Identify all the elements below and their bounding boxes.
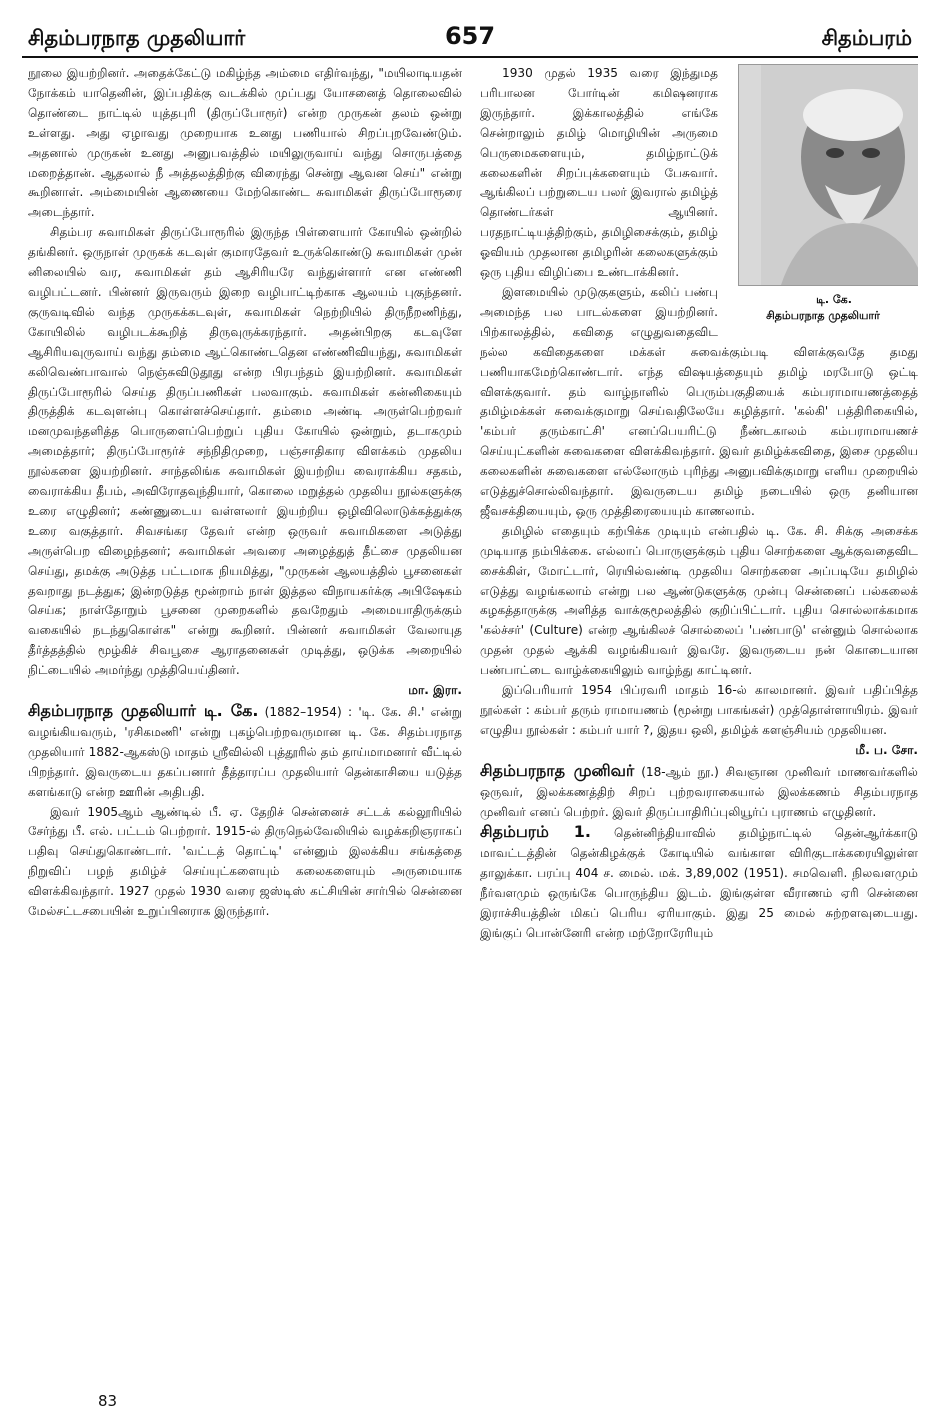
paragraph bbox=[480, 64, 918, 322]
header-rule bbox=[22, 56, 918, 58]
caption-line: டி. கே. bbox=[816, 293, 852, 306]
paragraph: இப்பெரியார் 1954 பிப்ரவரி மாதம் 16-ல் காலமானர். இவர் பதிப்பித்த நூல்கள் : கம்பர் தரும் ராமாயணம் (மூன்று பாகங்கள்) முத்தொள்ளாயிரம். இவர் எழுதிய நூல்கள் : கம்பர் யார் ?, இதய ஒலி, தமிழ்க் களஞ்சியம் முதலியன. bbox=[480, 683, 918, 737]
portrait-photo bbox=[738, 64, 918, 286]
paragraph: இவர் 1905ஆம் ஆண்டில் பீ. ஏ. தேறிச் சென்னைச் சட்டக் கல்லூரியில் சேர்ந்து பீ. எல். பட்டம் பெற்றார். 1915-ல் திருநெல்வேலியில் வழக்கறிஞராகப் பதிவு செய்துகொண்டார். 'வட்டத் தொட்டி' என்னும் இலக்கிய சங்கத்தை நிறுவிப் பழந் தமிழ்ச் செய்யுட்களையும் கலைகளையும் அருமையாக விளக்கிவந்தார். 1927 முதல் 1930 வரை ஜஸ்டிஸ் கட்சியின் சார்பில் சென்னை மேல்சட்டசபையின் உறுப்பினராக இருந்தார். bbox=[28, 804, 462, 919]
entry-paragraph bbox=[28, 701, 462, 803]
left-column bbox=[28, 64, 462, 1368]
paragraph-text: 1930 முதல் 1935 வரை இந்துமத பரிபாலன போர்டின் கமிஷனராக இருந்தார். இக்காலத்தில் எங்கே சென்றாலும் தமிழ் மொழியின் அருமை பெருமைகளையும், தமிழ்நாட்டுக் கலைகளின் சிறப்புக்களையும் பேசுவார். ஆங்கிலப் பற்றுடைய பலர் இவரால் தமிழ்த் தொண்டர்கள் ஆயினர். பரதநாட்டியத்திற்கும், தமிழிசைக்கும், தமிழ் ஓவியம் முதலான தமிழரின் கலைகளுக்கும் ஒரு புதிய விழிப்பை உண்டாக்கினர். bbox=[480, 66, 718, 280]
entry-title: சிதம்பரநாத முனிவர் bbox=[480, 760, 635, 780]
author-signature: மா. இரா. bbox=[408, 683, 462, 698]
paragraph: தமிழில் எதையும் கற்பிக்க முடியும் என்பதில் டி. கே. சி. சிக்கு அசைக்க முடியாத நம்பிக்கை. எல்லாப் பொருளுக்கும் புதிய சொற்களை ஆக்குவதைவிட சைக்கிள், மோட்டார், ரெயில்வண்டி முதலிய சொற்களை அப்படியே தமிழில் எடுத்து வழங்கலாம் என்று பல ஆண்டுகளுக்கு முன்பு சென்னைப் பல்கலைக் கழகத்தாருக்கு அளித்த வாக்குமூலத்தில் குறிப்பிட்டார். புதிய சொல்லாக்கமாக 'கல்ச்சர்' (Culture) என்ற ஆங்கிலச் சொல்லைப் 'பண்பாடு' என்னும் சொல்லாக முதன் முதல் ஆக்கி வழங்கியவர் இவரே. இவருடைய நன் கொடையான பண்பாட்டை வாழ்க்கையிலும் வாழ்ந்து காட்டினர். bbox=[480, 523, 918, 678]
portrait-figure bbox=[728, 64, 918, 326]
paragraph: சிதம்பர சுவாமிகள் திருப்போரூரில் இருந்த பிள்ளையார் கோயில் ஒன்றில் தங்கினர். ஒருநாள் முருகக் கடவுள் குமாரதேவர் உருக்கொண்டு சுவாமிகள் முன் னிலையில் வர, சுவாமிகள் தம் ஆசிரியரே வந்துள்ளார் என எண்ணி வழிபட்டனர். பின்னர் இருவரும் இறை வழிபாட்டிற்காக ஆலயம் புகுந்தனர். குருவடிவில் வந்த முருகக்கடவுள், சுவாமிகள் நெற்றியில் திருநீறணிந்து, கோயிலில் வழிபடக்கூறித் திருவுருக்கரந்தார். அதன்பிறகு கடவுளே ஆசிரியவுருவாய் வந்து தம்மை ஆட்கொண்டதென எண்ணிவியந்து, சுவாமிகள் கலிவெண்பாவால் நெஞ்சுவிடுதூது என்ற பிரபந்தம் இயற்றினர். சுவாமிகள் திருப்போரூரில் செய்த திருப்பணிகள் பலவாகும். சுவாமிகள் கன்னிகையும் திருத்திக் கடவுளன்பு கொள்ளச்செய்தார். தம்மை அண்டி அருள்பெற்றவர் மனமுவந்தளித்த பொருளைப்பெற்றுப் புதிய கோயில் ஒன்றும், தடாகமும் அமைத்தார்; திருப்போரூர்ச் சந்நிதிமுறை, பஞ்சாதிகார விளக்கம் முதலிய நூல்களை இயற்றினர். சாந்தலிங்க சுவாமிகள் இயற்றிய வைராக்கிய சதகம், வைராக்கிய தீபம், அவிரோதவுந்தியார், கொலை மறுத்தல் முதலிய நூல்களுக்கு உரை எழுதினர்; கண்ணுடைய வள்ளலார் இயற்றிய ஒழிவிலொடுக்கத்துக்கு உரை வகுத்தார். சிவசங்கர தேவர் என்ற ஒருவர் சுவாமிகளை அடுத்து அருள்பெற விழைந்தனர்; சுவாமிகள் அவரை அழைத்துத் தீட்சை முதலியன செய்து, தமக்கு அடுத்த பட்டமாக நியமித்து, "முருகன் ஆலயத்தில் பூசனைகள் தவறாது நடத்துக; இன்றடுத்த மூன்றாம் நாள் இத்தல விநாயகர்க்கு அபிஷேகம் செய்க; நாள்தோறும் பூசனை முறைகளில் தவறேதும் அமையாதிருக்கும் வகையில் நடந்துகொள்க" என்று கூறினர். பின்னர் சுவாமிகள் வேலாயுத தீர்த்தத்தில் மூழ்கிச் சிவபூசை ஆராதனைகள் முடித்து, ஒடுக்க அறையில் நிட்டையில் அமர்ந்து முத்தியெய்தினர். bbox=[28, 225, 462, 678]
paragraph: இளமையில் முடுகுகளும், கலிப் பண்பு அமைந்த பல பாடல்களை இயற்றினர். பிற்காலத்தில், கவிதை எழுதுவதைவிட நல்ல கவிதைகளை மக்கள் சுவைக்கும்படி விளக்குவதே தமது பணியாகமேற்கொண்டார். எந்த விஷயத்தையும் தமிழ் மரபோடு ஒட்டி விளக்குவார். தம் வாழ்நாளில் பெரும்பகுதியைக் கம்பராமாயணத்தைத் தமிழ்மக்கள் சுவைக்குமாறு செய்வதிலேயே கழித்தார். 'கல்கி' பத்திரிகையில், 'கம்பர் தரும்காட்சி' எனப்பெயரிட்டு நீண்டகாலம் கம்பராமாயணச் செய்யுட்களின் சுவைகளை விளக்கிவந்தார். இவர் தமிழ்க்கவிதை, இசை முதலிய கலைகளின் சுவைகளை எல்லோரும் புரிந்து அனுபவிக்குமாறு எளிய முறையில் எடுத்துச்சொல்லிவந்தார். இவருடைய தமிழ் நடையில் ஒரு தனியான ஜீவசக்தியையும், ஒரு முத்திரையையும் காணலாம். bbox=[480, 284, 918, 518]
header-right-title: சிதம்பரம் bbox=[821, 26, 912, 50]
page-number: 657 bbox=[444, 22, 496, 50]
entry-paragraph bbox=[480, 822, 918, 943]
portrait-image bbox=[761, 65, 918, 285]
entry-years: (1882–1954) : bbox=[264, 705, 353, 719]
entry-text: 'டி. கே. சி.' என்று வழங்கியவரும், 'ரசிகமணி' என்று புகழ்பெற்றவருமான டி. கே. சிதம்பரநாத முதலியார் 1882-ஆகஸ்டு மாதம் ஸ்ரீவில்லி புத்தூரில் தம் தாய்மாமனார் வீட்டில் பிறந்தார். இவருடைய தகப்பனார் தீத்தாரப்ப முதலியார் தென்காசியை யடுத்த களங்காடு என்ற ஊரின் அதிபதி. bbox=[28, 705, 462, 799]
author-signature: மீ. ப. சோ. bbox=[855, 742, 918, 757]
portrait-caption bbox=[728, 292, 918, 324]
caption-line: சிதம்பரநாத முதலியார் bbox=[766, 309, 880, 322]
page-header bbox=[22, 20, 918, 60]
entry-title: சிதம்பரநாத முதலியார் டி. கே. bbox=[28, 701, 259, 720]
signature-mark: 83 bbox=[98, 1392, 118, 1410]
right-column bbox=[480, 64, 918, 1368]
entry-title: சிதம்பரம் 1. bbox=[480, 822, 591, 842]
entry-years: (18-ஆம் நூ.) bbox=[641, 764, 719, 779]
header-left-title: சிதம்பரநாத முதலியார் bbox=[28, 26, 246, 50]
paragraph: நூலை இயற்றினர். அதைக்கேட்டு மகிழ்ந்த அம்மை எதிர்வந்து, "மயிலாடியதன் நோக்கம் யாதெனின், இப்பதிக்கு வடக்கில் முப்பது யோசனைத் தொலைவில் தொண்டை நாட்டில் யுத்தபுரி (திருப்போரூர்) என்ற முருகன் தலம் ஒன்று உள்ளது. அது ஏழாவது முறையாக உனது பணியால் சிறப்புறவேண்டும். அதனால் முருகன் உனது அனுபவத்தில் மயிலுருவாய் வந்து சொருபத்தை மறைத்தான். ஆதலால் நீ அத்தலத்திற்கு விரைந்து சென்று ஆவன செய்" என்று கூறினாள். அம்மையின் ஆணையை மேற்கொண்ட சுவாமிகள் திருப்போரூரை அடைந்தார். bbox=[28, 66, 462, 220]
entry-text: சிவஞான முனிவர் மாணவர்களில் ஒருவர், இலக்கணத்திற் சிறப் புற்றவராகையால் இலக்கணம் சிதம்பரநாத முனிவர் எனப் பெற்றர். இவர் திருப்பாதிரிப்புலியூர்ப் புராணம் எழுதினர். bbox=[480, 764, 918, 819]
entry-text: தென்னிந்தியாவில் தமிழ்நாட்டில் தென்ஆர்க்காடு மாவட்டத்தின் தென்கிழக்குக் கோடியில் வங்காள விரிகுடாக்கரையிலுள்ள தாலுக்கா. பரப்பு 404 ச. மைல். மக். 3,89,002 (1951). சமவெளி. நிலவளமும் நீர்வளமும் ஒருங்கே பொருந்திய இடம். இங்குள்ள வீராணம் ஏரி சென்னை இராச்சியத்தின் மிகப் பெரிய ஏரியாகும். இது 25 மைல் சுற்றளவுடையது. இங்குப் பொன்னேரி என்ற மற்றோரேரியும் bbox=[480, 826, 918, 940]
entry-paragraph bbox=[480, 761, 918, 823]
